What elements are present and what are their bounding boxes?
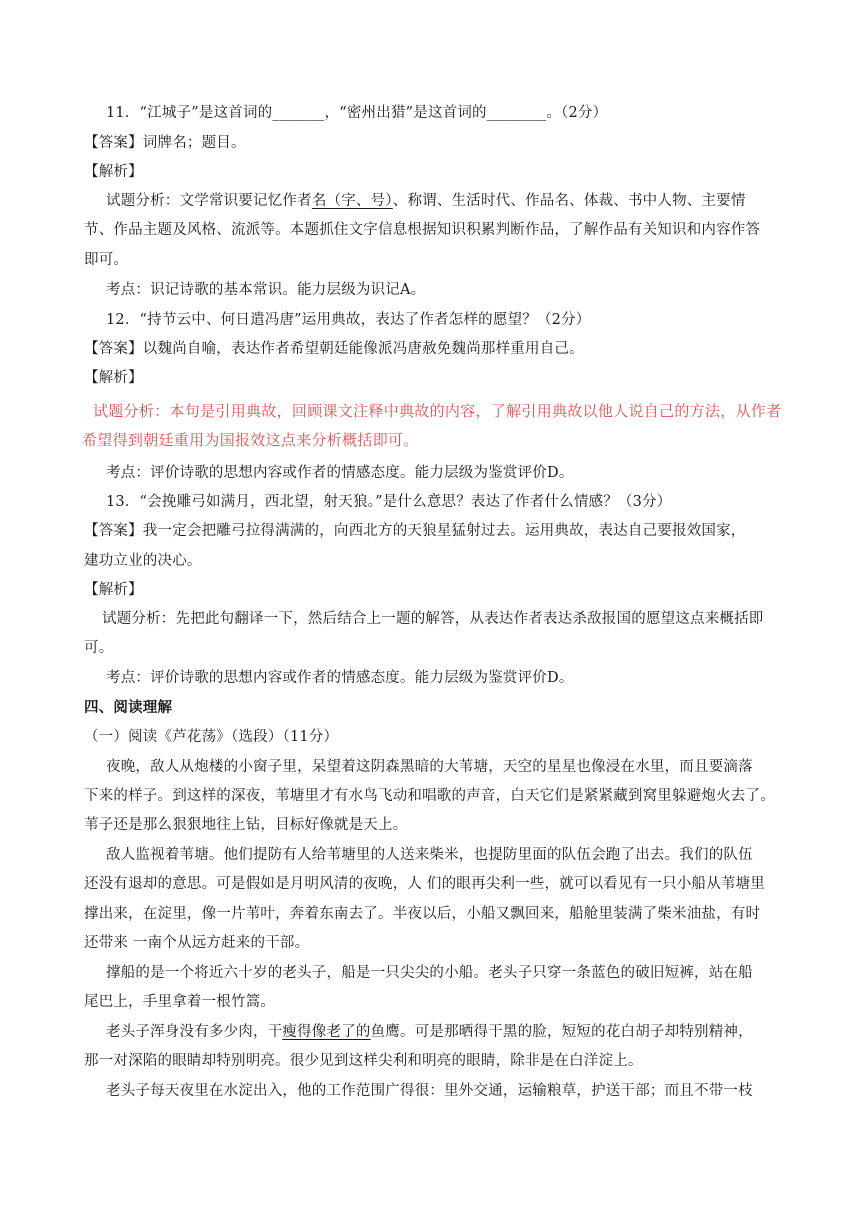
section-heading: 四、阅读理解 [84,699,173,716]
q11-analysis-text: 、称谓、生活时代、作品名、体裁、书中人物、主要情 [392,193,746,209]
q13-analysis-line-1: 试题分析：先把此句翻译一下，然后结合上一题的解答，从表达作者表达杀敌报国的愿望这点来概括即 [102,611,764,627]
q12-analysis-red-line-2: 希望得到朝廷重用为国报效这点来分析概括即可。 [82,431,419,449]
q13-analysis-label: 【解析】 [84,582,143,598]
passage-p4-line-2: 那一对深陷的眼睛却特别明亮。很少见到这样尖利和明亮的眼睛，除非是在白洋淀上。 [84,1053,643,1069]
passage-p5-line-1: 老头子每天夜里在水淀出入，他的工作范围广得很：里外交通，运输粮草，护送干部；而且不带一枝 [106,1083,753,1099]
q11-analysis-label: 【解析】 [84,164,143,180]
q13-kaodian: 考点：评价诗歌的思想内容或作者的情感态度。能力层级为鉴赏评价D。 [106,670,574,686]
passage-p2-line-4: 还带来 一南个从远方赶来的干部。 [84,935,310,951]
q13-analysis-line-2: 可。 [84,640,114,656]
passage-p3-line-1: 撑船的是一个将近六十岁的老头子，船是一只尖尖的小船。老头子只穿一条蓝色的破旧短裤，站在船 [106,965,753,981]
passage-p2-line-3: 撑出来，在淀里，像一片苇叶，奔着东南去了。半夜以后，小船又飘回来，船舱里装满了柴米油盐，有时 [84,906,761,922]
passage-p1-line-1: 夜晚，敌人从炮楼的小窗子里，呆望着这阴森黑暗的大苇塘，天空的星星也像浸在水里，而且要滴落 [106,759,753,775]
q11-analysis-underlined: 名（字、号） [311,193,393,209]
section-sub-heading: （一）阅读《芦花荡》（选段）（11分） [84,729,339,745]
passage-p3-line-2: 尾巴上，手里拿着一根竹篙。 [84,994,276,1010]
passage-underlined-phrase: 瘦得像老了的 [282,1024,371,1040]
q11-question: 11．“江城子”是这首词的_______，“密州出猎”是这首词的________。（2分） [106,105,608,121]
passage-p2-line-1: 敌人监视着苇塘。他们提防有人给苇塘里的人送来柴米，也提防里面的队伍会跑了出去。我们的队伍 [106,847,753,863]
q11-analysis-line-3: 即可。 [84,252,129,268]
q12-kaodian: 考点：评价诗歌的思想内容或作者的情感态度。能力层级为鉴赏评价D。 [106,465,574,481]
q11-analysis-line-1 [106,191,746,211]
q12-analysis-label: 【解析】 [84,370,143,386]
q12-answer: 【答案】以魏尚自喻，表达作者希望朝廷能像派冯唐赦免魏尚那样重用自己。 [84,341,584,357]
q11-answer: 【答案】词牌名；题目。 [84,135,246,151]
q13-answer-line-2: 建功立业的决心。 [84,553,202,569]
q11-analysis-text: 试题分析：文学常识要记忆作者 [106,193,312,209]
passage-text: 老头子浑身没有多少肉，干 [106,1024,283,1040]
passage-p1-line-2: 下来的样子。到这样的深夜，苇塘里才有水鸟飞动和唱歌的声音，白天它们是紧紧藏到窝里躲避炮火去了。 [84,788,775,804]
passage-text: 鱼鹰。可是那晒得干黑的脸，短短的花白胡子却特别精神， [370,1024,753,1040]
q11-analysis-line-2: 节、作品主题及风格、流派等。本题抓住文字信息根据知识积累判断作品，了解作品有关知识和内容作答 [84,222,761,238]
q11-kaodian: 考点：识记诗歌的基本常识。能力层级为识记A。 [106,282,426,298]
q12-question: 12．“持节云中、何日遣冯唐”运用典故，表达了作者怎样的愿望？（2分） [106,312,591,328]
q12-analysis-red-line-1: 试题分析：本句是引用典故，回顾课文注释中典故的内容，了解引用典故以他人说自己的方法，从作者 [93,402,782,420]
passage-p2-line-2: 还没有退却的意思。可是假如是月明风清的夜晚，人 们的眼再尖利一些，就可以看见有一只小船从苇塘里 [84,876,766,892]
passage-p4-line-1 [106,1022,753,1042]
q13-question: 13．“会挽雕弓如满月，西北望，射天狼。”是什么意思？表达了作者什么情感？（3分） [106,494,672,510]
q13-answer-line-1: 【答案】我一定会把雕弓拉得满满的，向西北方的天狼星猛射过去。运用典故，表达自己要报效国家， [84,523,746,539]
passage-p1-line-3: 苇子还是那么狠狠地往上钻，目标好像就是天上。 [84,817,408,833]
